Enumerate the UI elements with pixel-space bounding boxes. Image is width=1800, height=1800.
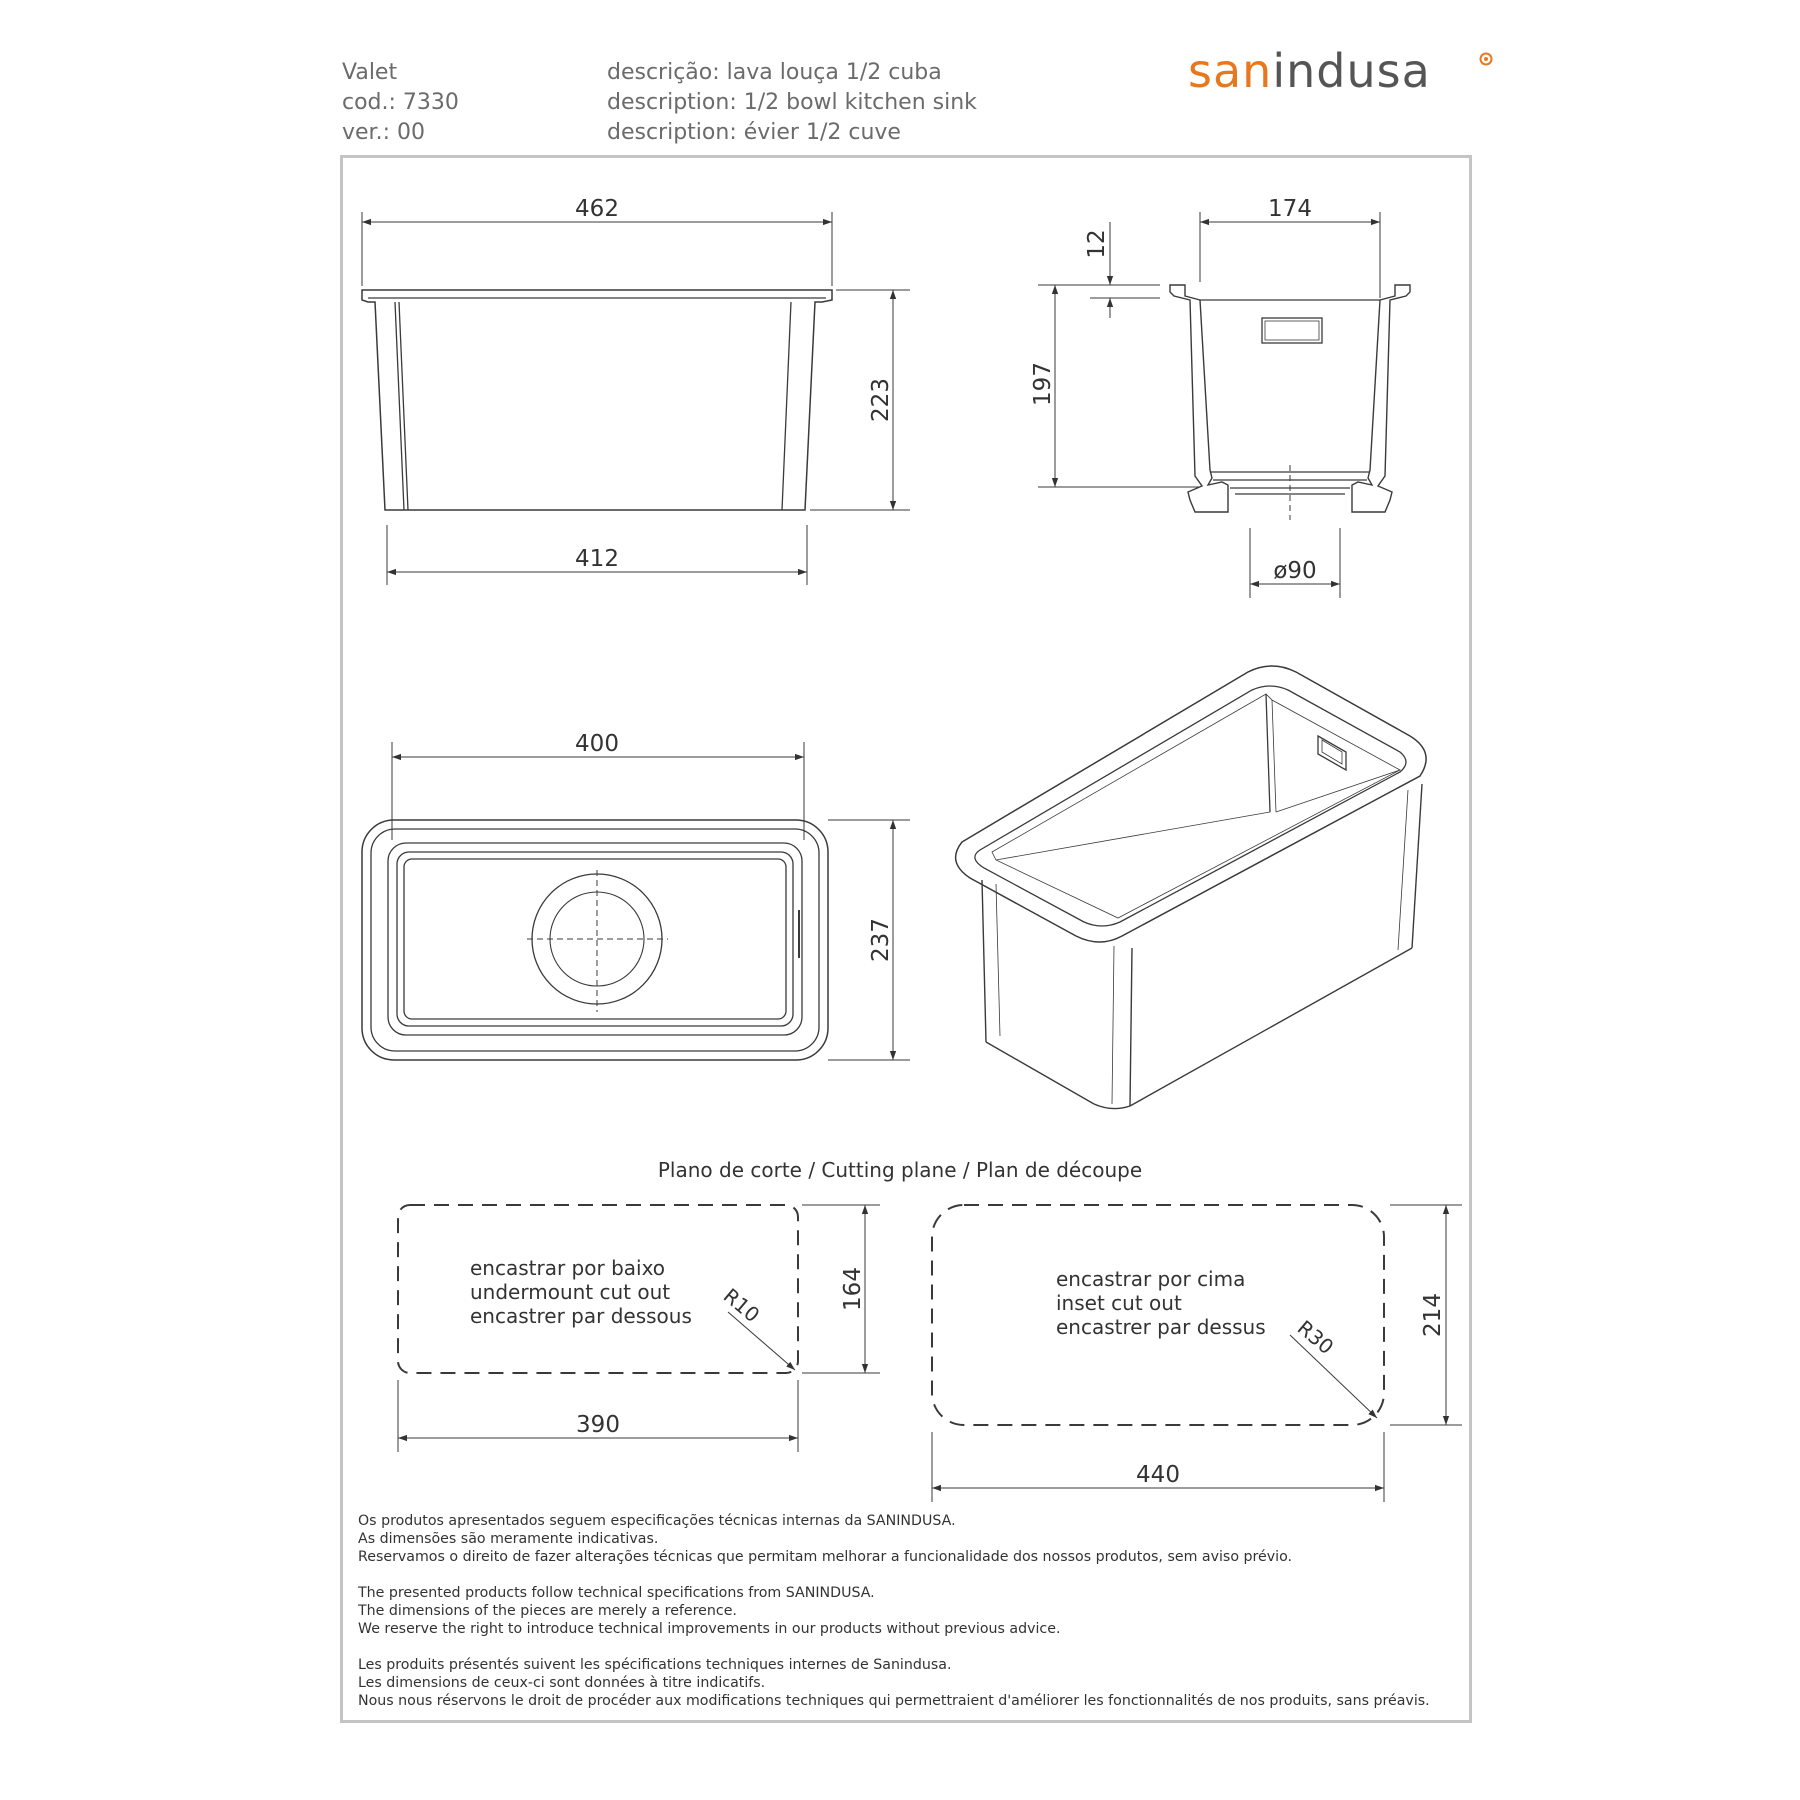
- disclaimer-line: The dimensions of the pieces are merely a reference.: [358, 1603, 737, 1619]
- label-223: 223: [868, 378, 894, 422]
- top-view: [362, 820, 828, 1060]
- disclaimer-fr: [358, 1656, 1448, 1710]
- inset-line-3: encastrer par dessus: [1056, 1315, 1266, 1339]
- disclaimer-line: Les produits présentés suivent les spécifications techniques internes de Sanindusa.: [358, 1657, 952, 1673]
- inset-line-2: inset cut out: [1056, 1291, 1182, 1315]
- label-214: 214: [1420, 1293, 1446, 1337]
- disclaimer-line: Nous nous réservons le droit de procéder aux modifications techniques qui permettraient d'améliorer les fonctionnalités de nos produits, sans préavis.: [358, 1693, 1430, 1709]
- label-197: 197: [1030, 362, 1056, 406]
- dim-side-width: [1200, 212, 1380, 298]
- description-en: description: 1/2 bowl kitchen sink: [607, 90, 977, 115]
- under-line-3: encastrer par dessous: [470, 1304, 692, 1328]
- cutting-plane-title: Plano de corte / Cutting plane / Plan de découpe: [657, 1158, 1143, 1182]
- label-r30: R30: [1292, 1315, 1339, 1360]
- disclaimer-line: The presented products follow technical specifications from SANINDUSA.: [358, 1585, 875, 1601]
- product-code: cod.: 7330: [342, 90, 459, 115]
- label-412: 412: [575, 546, 619, 572]
- disclaimer-line: As dimensões são meramente indicativas.: [358, 1531, 659, 1547]
- disclaimer-line: Reservamos o direito de fazer alterações técnicas que permitam melhorar a funcionalidade dos nossos produtos, sem aviso prévio.: [358, 1549, 1293, 1565]
- label-drain: ø90: [1273, 558, 1317, 584]
- label-174: 174: [1268, 196, 1312, 222]
- disclaimer-line: Os produtos apresentados seguem especificações técnicas internas da SANINDUSA.: [358, 1513, 956, 1529]
- disclaimer: [358, 1512, 1448, 1728]
- label-390: 390: [576, 1412, 620, 1438]
- isometric-view: [956, 666, 1426, 1109]
- label-440: 440: [1136, 1462, 1180, 1488]
- disclaimer-line: Les dimensions de ceux-ci sont données à titre indicatifs.: [358, 1675, 766, 1691]
- disclaimer-line: We reserve the right to introduce technical improvements in our products without previous advice.: [358, 1621, 1061, 1637]
- logo-part1: san: [1188, 44, 1273, 98]
- dim-side-depth: [1038, 285, 1200, 487]
- description-fr: description: évier 1/2 cuve: [607, 120, 901, 145]
- dim-front-top-width: [362, 212, 832, 286]
- label-164: 164: [840, 1267, 866, 1311]
- label-12: 12: [1084, 229, 1110, 259]
- description-pt: descrição: lava louça 1/2 cuba: [607, 60, 942, 85]
- label-r10: R10: [718, 1283, 765, 1328]
- under-line-1: encastrar por baixo: [470, 1256, 666, 1280]
- product-version: ver.: 00: [342, 120, 425, 145]
- disclaimer-en: [358, 1584, 1448, 1638]
- label-400: 400: [575, 731, 619, 757]
- dim-front-height: [810, 290, 910, 510]
- label-237: 237: [868, 918, 894, 962]
- disclaimer-pt: [358, 1512, 1448, 1566]
- side-section: [1170, 285, 1410, 520]
- product-name: Valet: [342, 60, 398, 85]
- inset-line-1: encastrar por cima: [1056, 1267, 1246, 1291]
- under-line-2: undermount cut out: [470, 1280, 671, 1304]
- logo-part2: indusa: [1272, 44, 1431, 98]
- front-view: [362, 290, 832, 510]
- label-462: 462: [575, 196, 619, 222]
